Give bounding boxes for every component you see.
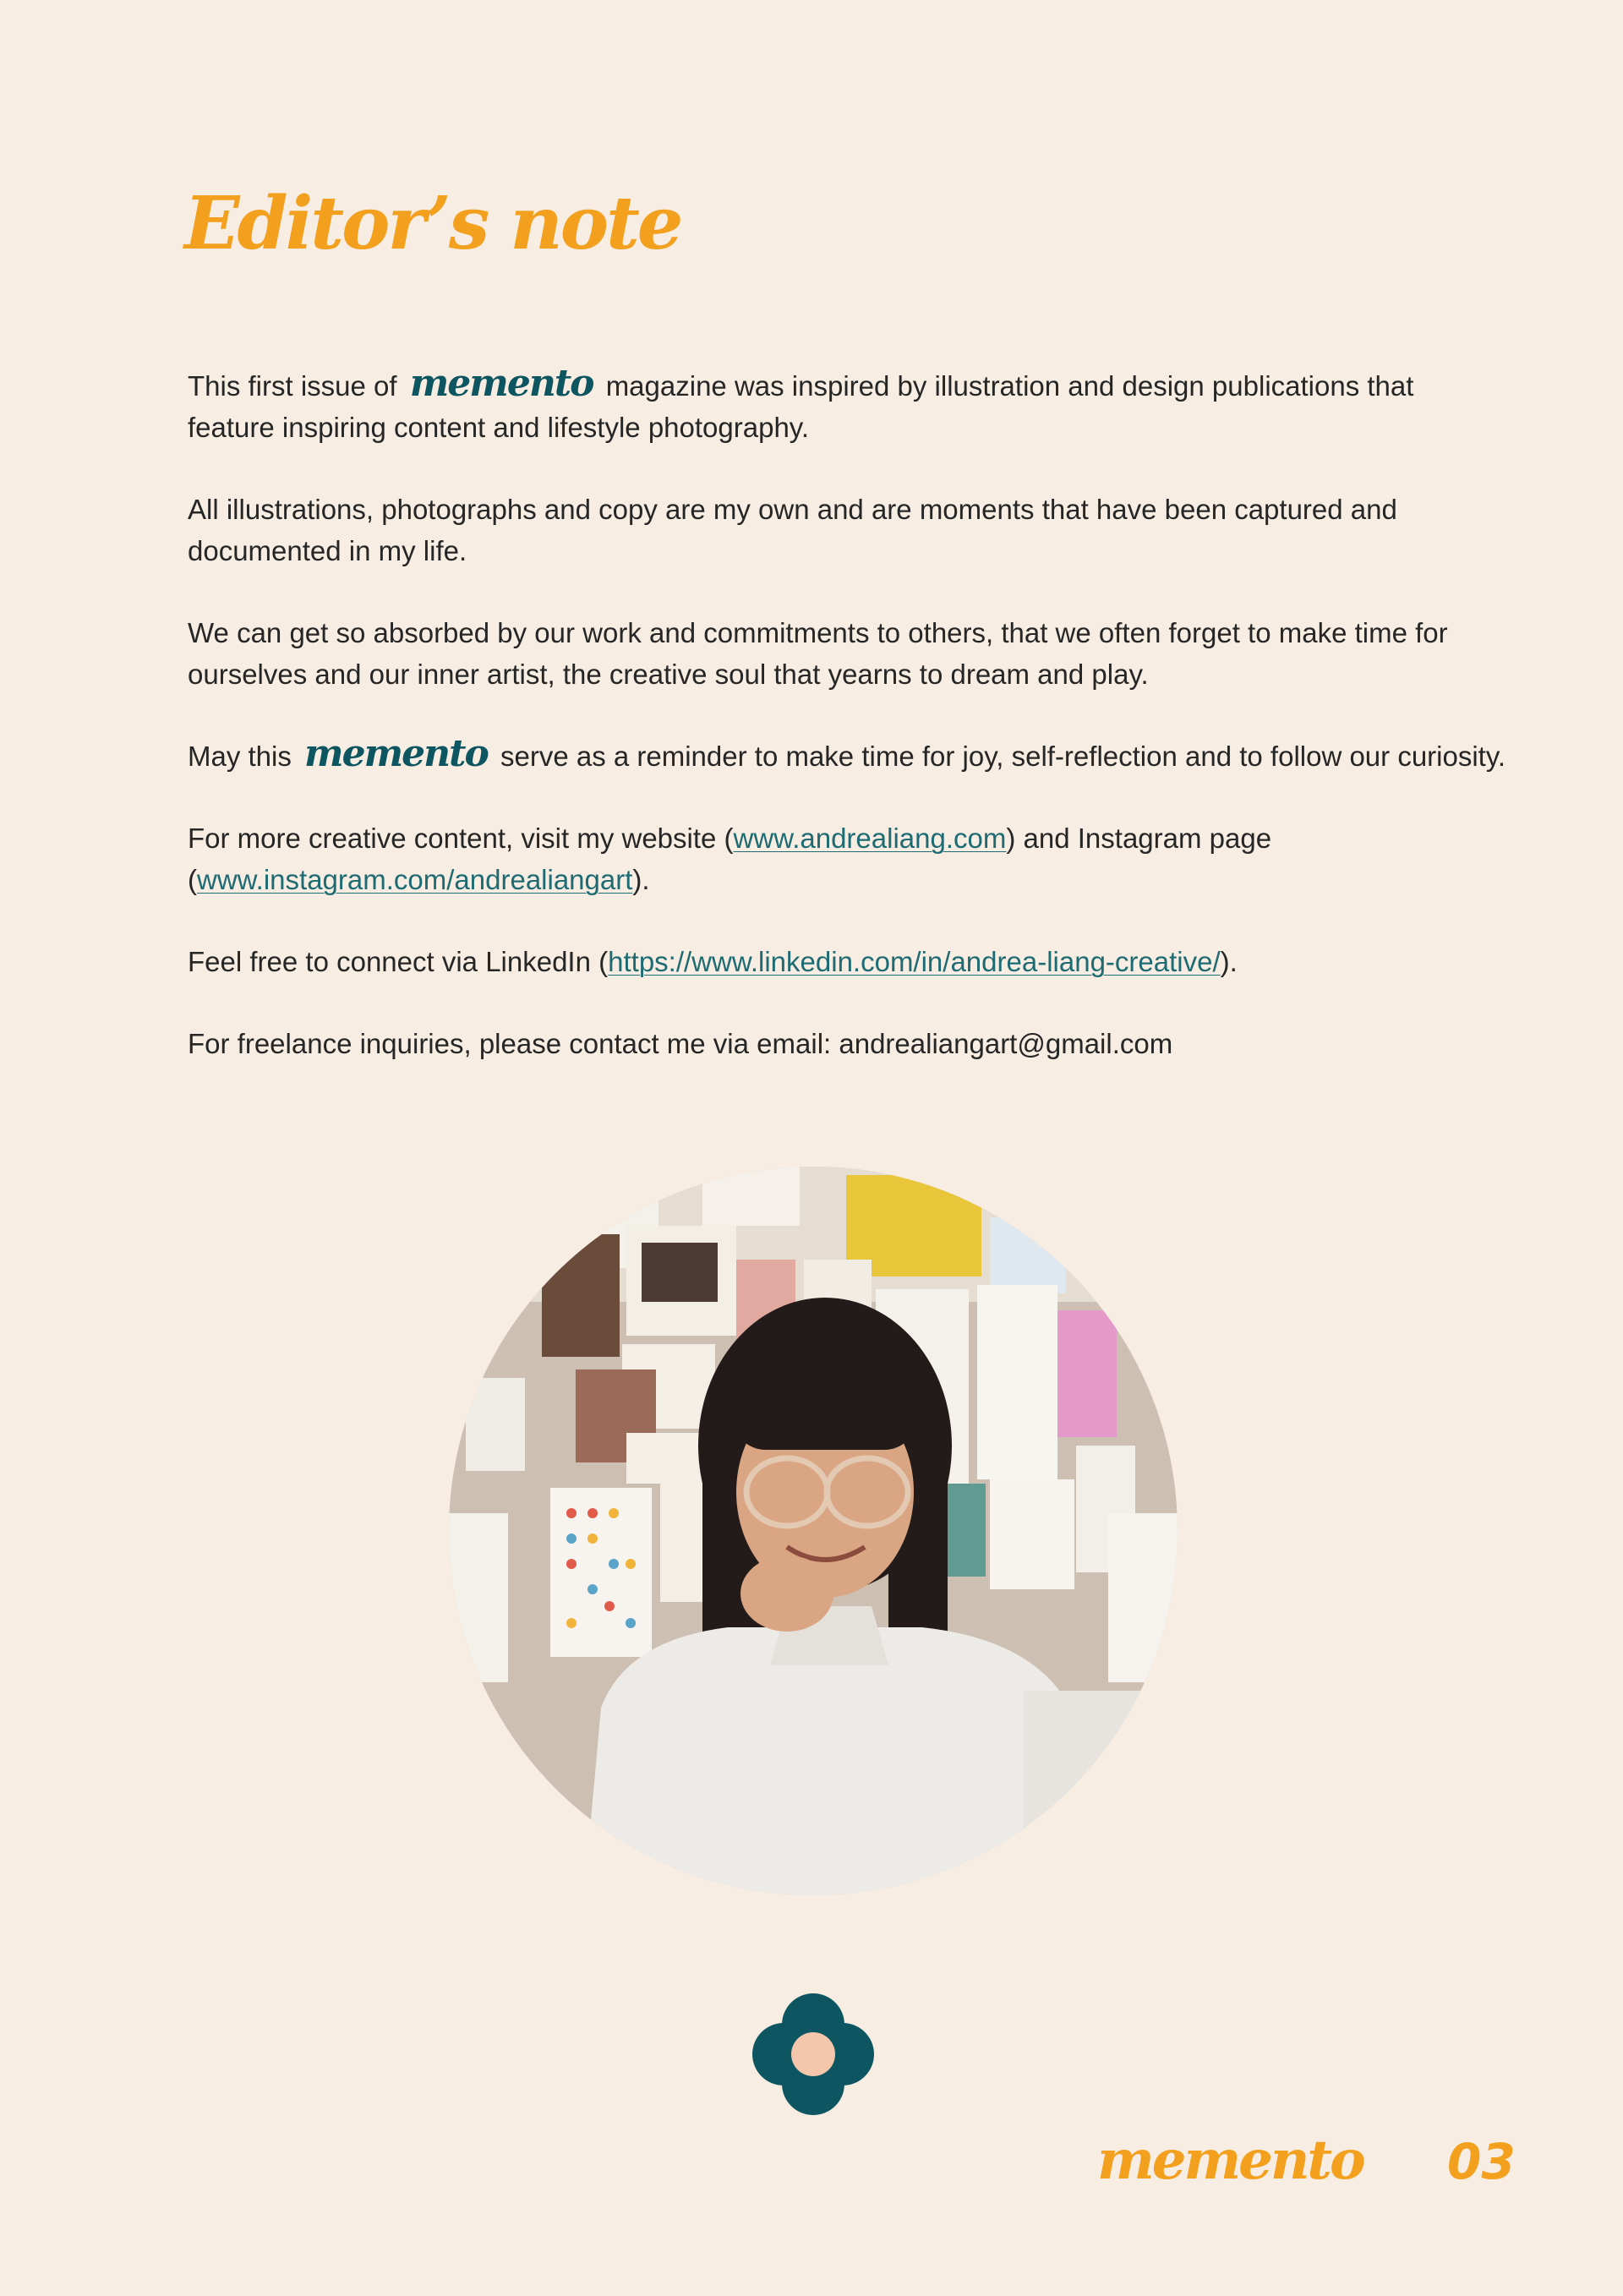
paragraph-intro [188,362,1506,448]
memento-wordmark-inline: memento [304,732,488,775]
links-text-before: For more creative content, visit my website ( [188,823,734,854]
paragraph-links [188,817,1506,900]
intro-text-after: magazine was inspired by illustration and design publications that feature inspiring content and lifestyle photography. [188,370,1414,443]
memento-wordmark-inline: memento [409,362,593,405]
website-link[interactable]: www.andrealiang.com [733,823,1007,854]
paragraph-contact: For freelance inquiries, please contact me via email: andrealiangart@gmail.com [188,1028,1173,1059]
paragraph-reminder [188,732,1506,777]
intro-text-before: This first issue of [188,370,397,402]
links-text-middle: ) and Instagram page ( [188,823,1272,895]
paragraph-linkedin [188,941,1506,982]
links-text-after: ). [632,864,650,895]
linkedin-text-before: Feel free to connect via LinkedIn ( [188,946,609,977]
page-number: 03 [1447,2133,1516,2190]
instagram-link[interactable]: www.instagram.com/andrealiangart [197,864,633,895]
paragraph-ownership: All illustrations, photographs and copy are my own and are moments that have been captured and documented in my life. [188,494,1397,566]
paragraph-absorbed: We can get so absorbed by our work and commitments to others, that we often forget to make time for ourselves and our inner artist, the creative soul that yearns to dream and play. [188,617,1448,690]
linkedin-link[interactable]: https://www.linkedin.com/in/andrea-liang-creative/ [608,946,1221,977]
editors-note-body [188,362,1506,1105]
reminder-text-before: May this [188,741,292,772]
linkedin-text-after: ). [1220,946,1238,977]
footer-memento-logo: memento [1097,2129,1363,2192]
reminder-text-after: serve as a reminder to make time for joy, self-reflection and to follow our curiosity. [500,741,1506,772]
flower-icon [752,1993,874,2115]
portrait-photo [449,1167,1178,1895]
page-title: Editor’s note [184,181,681,266]
